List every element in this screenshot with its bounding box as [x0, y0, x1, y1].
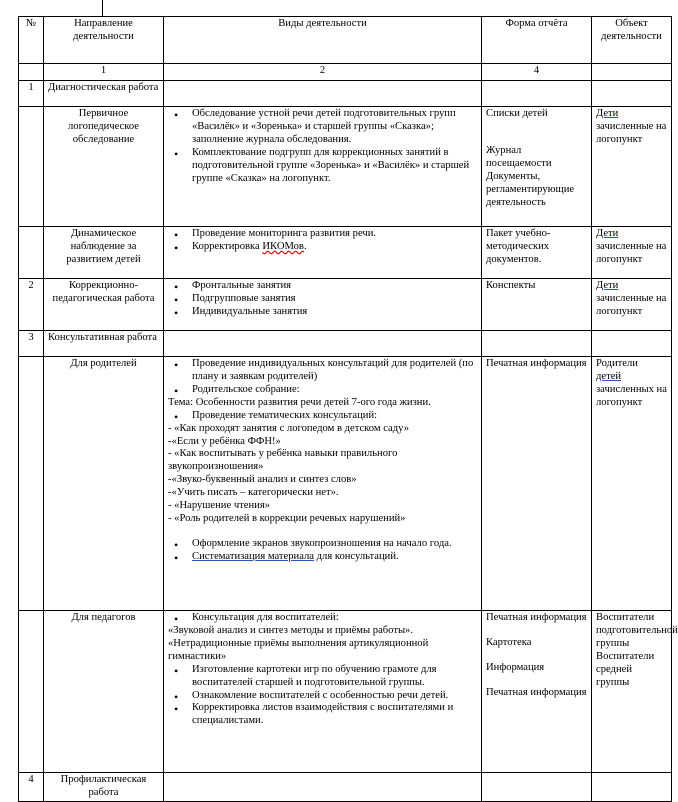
object-cell: Воспитатели подготовительной группы Воспитатели средней группы: [592, 611, 672, 773]
direction-cell: Консультативная работа: [44, 331, 164, 357]
list-item: • Изготовление картотеки игр по обучению грамоте для воспитателей старшей и подготовительной группы.: [182, 664, 477, 690]
column-numbers-row: [19, 64, 672, 81]
table-row: [19, 773, 672, 802]
direction-cell: Для педагогов: [44, 611, 164, 773]
list-item: • Систематизация материала для консультаций.: [182, 551, 477, 564]
list-item: • Родительское собрание:: [182, 384, 477, 397]
activity-plan-table: [18, 16, 678, 802]
header-row: [19, 17, 672, 64]
direction-cell: Диагностическая работа: [44, 81, 164, 107]
table-row: [19, 81, 672, 107]
list-item: • Проведение индивидуальных консультаций для родителей (по плану и заявкам родителей): [182, 358, 477, 384]
header-activities: Виды деятельности: [164, 17, 482, 64]
table-row: [19, 611, 672, 773]
row-number: 4: [19, 773, 44, 802]
activities-cell: • Проведение индивидуальных консультаций для родителей (по плану и заявкам родителей) • Родительское собрание: Тема: Особенности развития речи детей 7-ого года жизни. • Проведение тематических консультаций: - «Как проходят занятия с логопедом в детском саду» -«Если у ребёнка ФФН!» - «Как воспитывать у ребёнка навыки правильного звукопроизношения» -«Звуко-буквенный анализ и синтез слов» -«Учить писать – категорически нет». - «Нарушение чтения» - «Роль родителей в коррекции речевых нарушений» • Оформление экранов звукопроизношения на начало года. • Систематизация материала для консультаций.: [164, 357, 482, 611]
list-item: • Проведение мониторинга развития речи.: [182, 228, 477, 241]
list-item: • Комплектование подгрупп для коррекционных занятий в подготовительной группе «Зоренька» и «Василёк» и старшей группе «Сказка» на логопункт.: [182, 147, 477, 186]
header-direction: Направление деятельности: [44, 17, 164, 64]
object-cell: Родители детей зачисленных на логопункт: [592, 357, 672, 611]
row-number: 1: [19, 81, 44, 107]
direction-cell: Динамическое наблюдение за развитием детей: [44, 227, 164, 279]
object-cell: Дети зачисленные на логопункт: [592, 279, 672, 331]
activities-cell: [164, 279, 482, 331]
list-item: • Корректировка листов взаимодействия с воспитателями и специалистами.: [182, 702, 477, 728]
report-form-cell: Конспекты: [482, 279, 592, 331]
table-row: [19, 357, 672, 611]
row-number: 3: [19, 331, 44, 357]
activities-cell: • Консультация для воспитателей: «Звуковой анализ и синтез методы и приёмы работы». «Нетрадиционные приёмы выполнения артикуляционной гимнастики» • Изготовление картотеки игр по обучению грамоте для воспитателей старшей и подготовительной группы. • Ознакомление воспитателей с особенностью речи детей. • Корректировка листов взаимодействия с воспитателями и специалистами.: [164, 611, 482, 773]
list-item: • Проведение тематических консультаций:: [182, 410, 477, 423]
list-item: • Оформление экранов звукопроизношения на начало года.: [182, 538, 477, 551]
text-cursor: [102, 0, 103, 16]
list-item: • Индивидуальные занятия: [182, 306, 477, 319]
row-number: 2: [19, 279, 44, 331]
table-row: [19, 331, 672, 357]
list-item: • Консультация для воспитателей:: [182, 612, 477, 625]
list-item: • Ознакомление воспитателей с особенностью речи детей.: [182, 690, 477, 703]
table-row: [19, 227, 672, 279]
object-cell: Дети зачисленные на логопункт: [592, 107, 672, 227]
report-form-cell: Печатная информация Картотека Информация Печатная информация: [482, 611, 592, 773]
table-row: [19, 107, 672, 227]
report-form-cell: Пакет учебно-методических документов.: [482, 227, 592, 279]
list-item: • Подгрупповые занятия: [182, 293, 477, 306]
object-cell: Дети зачисленные на логопункт: [592, 227, 672, 279]
report-form-cell: Печатная информация: [482, 357, 592, 611]
header-report-form: Форма отчёта: [482, 17, 592, 64]
activities-cell: [164, 227, 482, 279]
header-object: Объект деятельности: [592, 17, 672, 64]
direction-cell: Для родителей: [44, 357, 164, 611]
list-item: • Корректировка ИКОМов.: [182, 241, 477, 254]
column-number: 2: [164, 64, 482, 81]
meeting-theme: Тема: Особенности развития речи детей 7-ого года жизни.: [168, 396, 431, 408]
report-form-cell: Списки детей Журнал посещаемости Документы, регламентирующие деятельность: [482, 107, 592, 227]
list-item: • Фронтальные занятия: [182, 280, 477, 293]
direction-cell: Коррекционно-педагогическая работа: [44, 279, 164, 331]
column-number: 1: [44, 64, 164, 81]
direction-cell: Профилактическая работа: [44, 773, 164, 802]
list-item: • Обследование устной речи детей подготовительных групп «Василёк» и «Зоренька» и старшей группы «Сказка»; заполнение журнала обследования.: [182, 108, 477, 147]
table-row: [19, 279, 672, 331]
direction-cell: Первичное логопедическое обследование: [44, 107, 164, 227]
activities-cell: [164, 107, 482, 227]
column-number: 4: [482, 64, 592, 81]
header-num: №: [19, 17, 44, 64]
